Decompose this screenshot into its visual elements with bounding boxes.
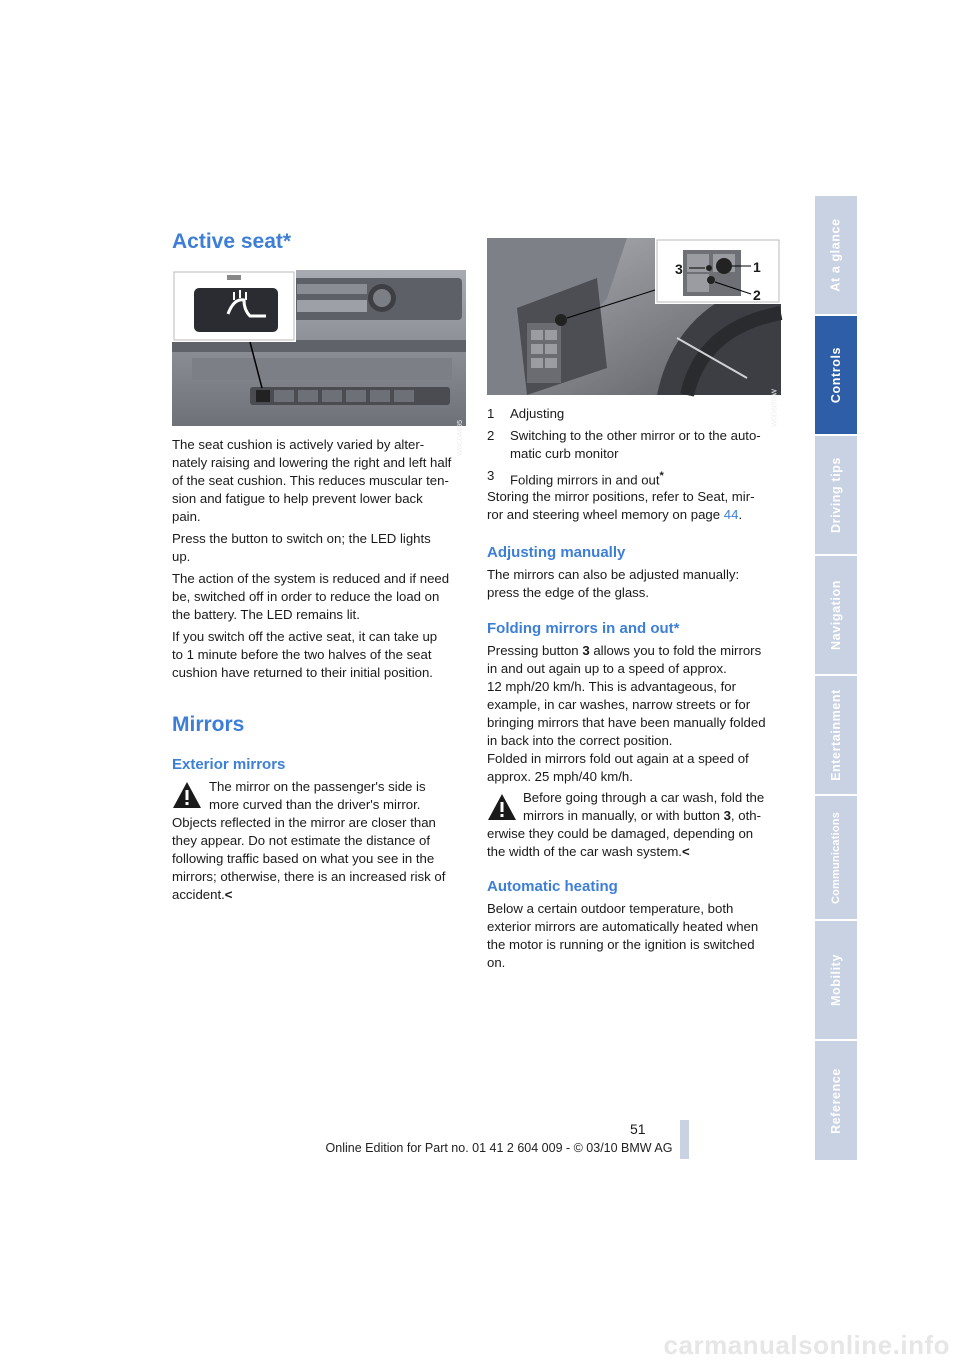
active-seat-switch-off: If you switch off the active seat, it can take up to 1 minute before the two halves of the seat cushion have returned to their initial position. — [172, 629, 438, 680]
tab-label: Entertainment — [829, 689, 843, 781]
folding-warning-intro — [523, 789, 793, 825]
edition-footer — [0, 1141, 960, 1155]
active-seat-switch-on: Press the button to switch on; the LED lights up. — [172, 531, 431, 564]
list-text: Switching to the other mirror or to the auto- matic curb monitor — [510, 428, 761, 461]
list-number: 1 — [487, 406, 495, 421]
tab-label: Reference — [829, 1067, 844, 1134]
button-ref: 3 — [723, 808, 731, 823]
image-code: W0D8058W — [772, 389, 779, 427]
end-mark: < — [224, 887, 233, 902]
active-seat-image — [172, 270, 466, 456]
tab-entertainment[interactable] — [815, 676, 857, 794]
dashboard-illustration — [172, 270, 466, 426]
folding-warning-body — [487, 825, 787, 861]
mirrors-heading: Mirrors — [172, 713, 245, 736]
option-star: * — [659, 470, 664, 482]
automatic-heating-text: Below a certain outdoor temperature, both exterior mirrors are automatically heated when the motor is running or the ignition is switched on. — [487, 901, 759, 970]
folding-warning-text: erwise they could be damaged, depending on the width of the car wash system. — [487, 826, 754, 859]
tab-label: At a glance — [829, 218, 844, 292]
automatic-heating-heading: Automatic heating — [487, 878, 618, 895]
image-code: W0C0A095 — [457, 420, 464, 456]
adjusting-manually-text: The mirrors can also be adjusted manually: press the edge of the glass. — [487, 567, 740, 600]
list-item — [487, 405, 787, 423]
list-text-main: Folding mirrors in and out — [510, 472, 660, 488]
callout-list — [487, 405, 787, 489]
active-seat-description: The seat cushion is actively varied by alter- nately raising and lowering the right and left half of the seat cushion. This reduces muscular ten- sion and fatigue to help prevent lower back pain. — [172, 437, 452, 524]
watermark-strip — [0, 1330, 960, 1358]
active-seat-battery-note: The action of the system is reduced and if need be, switched off in order to reduce the load on the battery. The LED remains lit. — [172, 571, 450, 622]
callout-2: 2 — [753, 287, 761, 303]
warning-icon — [172, 780, 202, 810]
adjusting-manually-heading: Adjusting manually — [487, 544, 626, 561]
exterior-warning-intro: The mirror on the passenger's side is more curved than the driver's mirror. — [209, 779, 426, 812]
list-item — [487, 467, 787, 489]
folding-mirrors-heading: Folding mirrors in and out* — [487, 620, 680, 637]
warning-icon — [487, 792, 517, 822]
list-item — [487, 427, 787, 463]
exterior-mirrors-heading: Exterior mirrors — [172, 756, 286, 773]
tab-navigation[interactable] — [815, 556, 857, 674]
tab-driving-tips[interactable] — [815, 436, 857, 554]
storing-text: Storing the mirror positions, refer to Seat, mir- ror and steering wheel memory on page — [487, 489, 755, 522]
folding-post: allows you to fold the mirrors in and out again up to a speed of approx. 12 mph/20 km/h. This is advantageous, for example, in car washes, narrow streets or for bringing mirrors that have been manually folded in back into the correct position. Folded in mirrors fold out again at a speed of approx. 25 mph/40 km/h. — [487, 643, 766, 784]
callout-1: 1 — [753, 259, 761, 275]
section-tabs — [815, 196, 857, 1160]
tab-label: Driving tips — [829, 457, 843, 533]
page-link[interactable]: 44 — [723, 507, 739, 522]
end-mark: < — [681, 844, 690, 859]
active-seat-heading: Active seat* — [172, 230, 292, 253]
list-text — [510, 467, 664, 489]
exterior-warning-body — [172, 814, 472, 904]
page-number: 51 — [630, 1121, 646, 1137]
tab-controls[interactable] — [815, 316, 857, 434]
watermark: carmanualsonline.info — [663, 1330, 950, 1360]
edition-text: Online Edition for Part no. 01 41 2 604 009 - © 03/10 BMW AG — [325, 1141, 673, 1155]
tab-label: Communications — [830, 811, 842, 904]
callout-3: 3 — [675, 261, 683, 277]
storing-end: . — [738, 507, 743, 522]
list-number: 3 — [487, 468, 495, 483]
folding-warning-line2: mirrors in manually, or with button — [523, 808, 724, 823]
door-illustration — [487, 238, 781, 395]
tab-communications[interactable] — [815, 796, 857, 919]
folding-warning-line2-end: , oth- — [730, 808, 761, 823]
folding-warning-line1: Before going through a car wash, fold the — [523, 790, 765, 805]
tab-label: Navigation — [829, 580, 843, 650]
tab-at-a-glance[interactable] — [815, 196, 857, 314]
list-text: Adjusting — [510, 406, 565, 421]
list-number: 2 — [487, 428, 495, 443]
button-ref: 3 — [582, 643, 590, 658]
folding-pre: Pressing button — [487, 643, 583, 658]
exterior-warning-text: Objects reflected in the mirror are closer than they appear. Do not estimate the distance of following traffic based on what you see in the mirrors; otherwise, there is an increased risk of accident. — [172, 815, 446, 902]
folding-mirrors-text — [487, 642, 787, 786]
tab-label: Controls — [829, 346, 843, 404]
tab-label: Mobility — [829, 953, 843, 1007]
storing-note — [487, 488, 787, 524]
tab-mobility[interactable] — [815, 921, 857, 1039]
